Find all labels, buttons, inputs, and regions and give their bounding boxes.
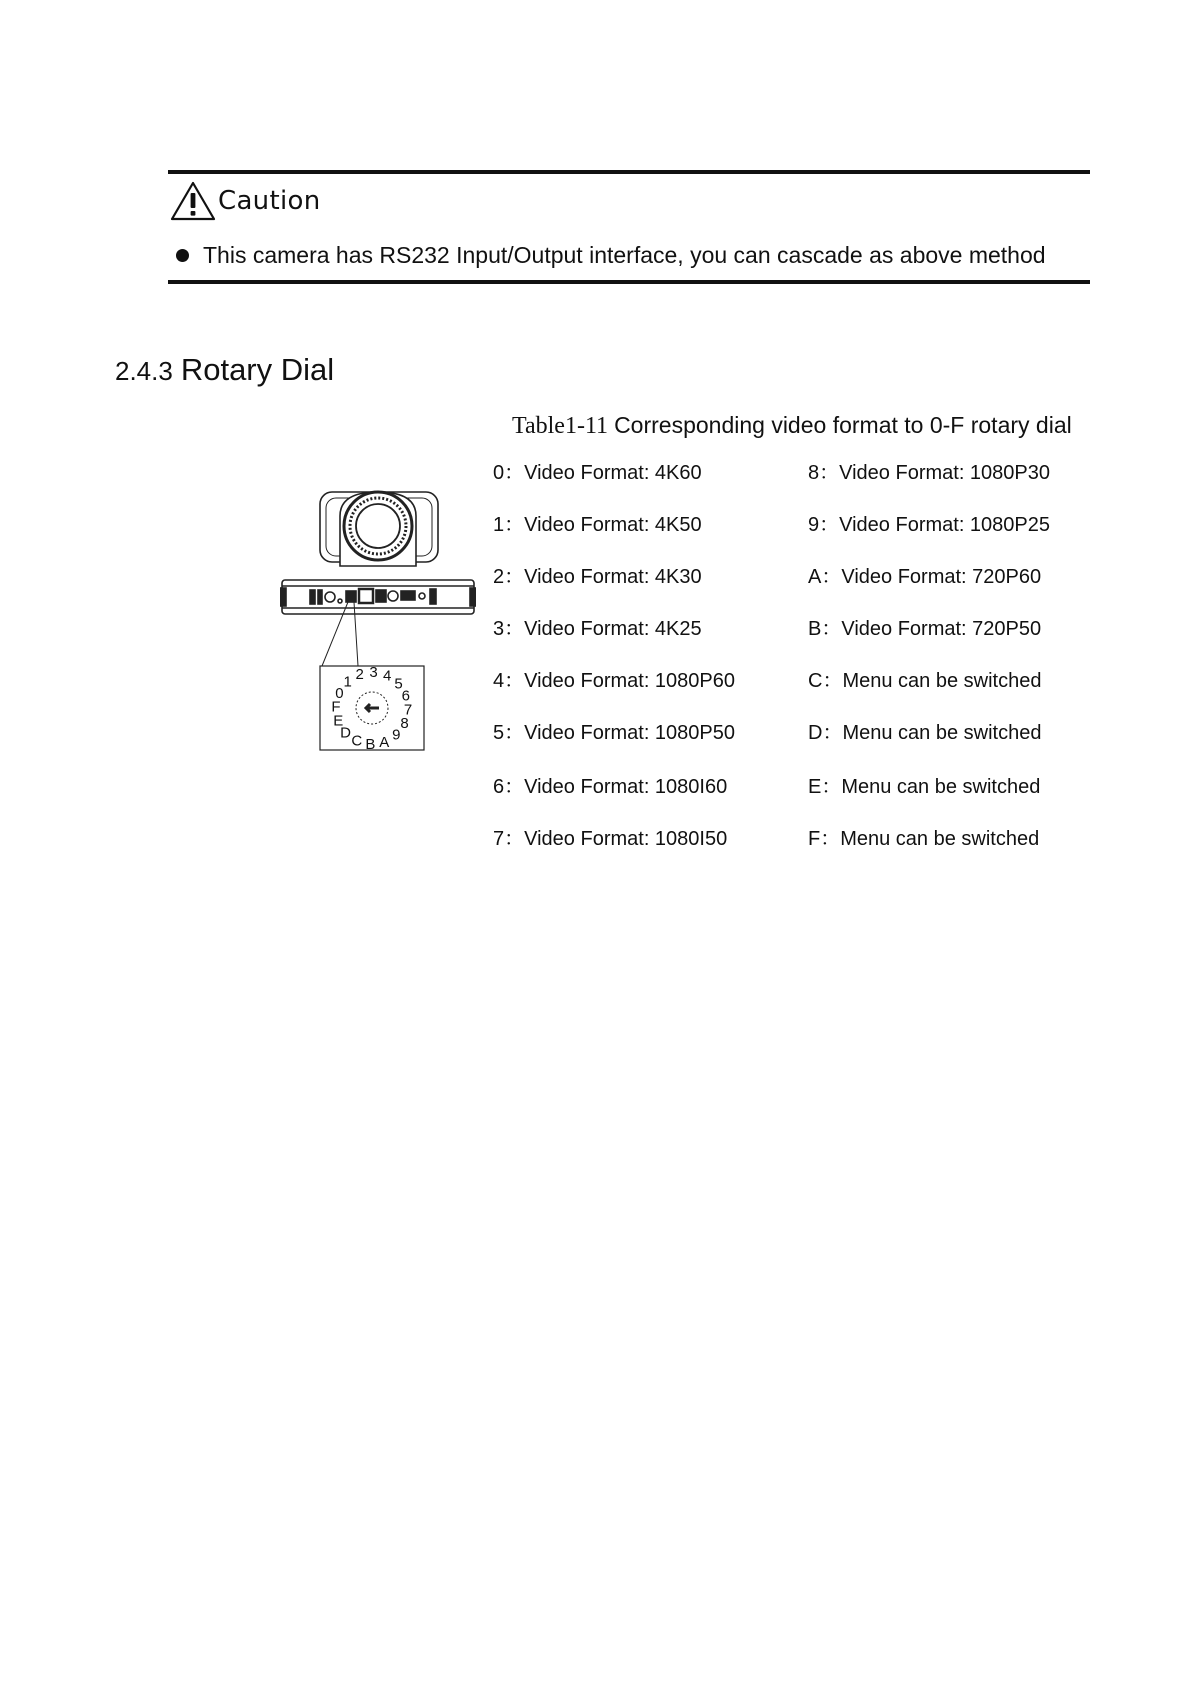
dial-entry	[493, 508, 702, 537]
caution-item	[176, 242, 1046, 269]
dial-entry	[493, 456, 702, 485]
dial-code: 0：	[493, 462, 525, 484]
dial-label: 1	[343, 673, 352, 691]
dial-code: 8：	[808, 462, 840, 484]
dial-label: 5	[394, 675, 403, 693]
dial-description: Video Format: 1080I60	[524, 776, 728, 798]
dial-entry	[808, 822, 1039, 851]
dial-code: 5：	[493, 722, 525, 744]
section-heading	[115, 352, 334, 388]
section-number: 2.4.3	[115, 356, 173, 386]
dial-label: B	[365, 736, 376, 752]
dial-entry	[493, 822, 727, 851]
dial-label: 8	[400, 715, 409, 733]
dial-description: Menu can be switched	[842, 670, 1042, 692]
dial-code: 9：	[808, 514, 840, 536]
dial-description: Video Format: 1080P30	[839, 462, 1051, 484]
dial-code: D：	[808, 722, 843, 744]
table-caption-label: Table1-11	[512, 413, 609, 439]
dial-entry	[493, 770, 727, 799]
caution-title: Caution	[218, 186, 321, 216]
dial-label: 0	[335, 684, 344, 702]
dial-description: Video Format: 720P60	[841, 566, 1042, 588]
dial-label: 7	[403, 701, 413, 719]
dial-label: 3	[369, 664, 378, 681]
dial-label: A	[379, 733, 390, 751]
dial-description: Video Format: 1080P60	[524, 670, 736, 692]
dial-entry	[493, 612, 702, 641]
dial-label: 2	[355, 666, 364, 684]
dial-entry	[493, 560, 702, 589]
dial-code: A：	[808, 566, 842, 588]
dial-code: 3：	[493, 618, 525, 640]
section-title: Rotary Dial	[180, 352, 335, 387]
dial-label: E	[333, 712, 344, 730]
dial-description: Video Format: 1080I50	[524, 828, 728, 850]
caution-item-text: This camera has RS232 Input/Output interface, you can cascade as above method	[203, 242, 1046, 268]
dial-description: Menu can be switched	[840, 828, 1040, 850]
dial-description: Video Format: 4K30	[524, 566, 702, 588]
dial-entry	[808, 664, 1041, 693]
camera-rotary-dial-figure	[280, 486, 476, 752]
dial-label: 6	[401, 687, 410, 705]
dial-label: F	[331, 698, 341, 716]
dial-code: 4：	[493, 670, 525, 692]
dial-description: Video Format: 4K60	[524, 462, 702, 484]
dial-code: F：	[808, 828, 841, 850]
dial-entry	[808, 716, 1041, 745]
dial-description: Video Format: 720P50	[841, 618, 1042, 640]
dial-label: 4	[383, 667, 392, 685]
dial-description: Video Format: 1080P25	[839, 514, 1051, 536]
dial-entry	[493, 716, 735, 745]
dial-code: 1：	[493, 514, 525, 536]
dial-entry	[808, 456, 1050, 485]
dial-entry	[808, 770, 1040, 799]
dial-entry	[493, 664, 735, 693]
dial-description: Video Format: 1080P50	[524, 722, 736, 744]
caution-header	[170, 180, 320, 222]
caution-box	[168, 170, 1090, 284]
bullet-icon	[176, 249, 189, 262]
dial-description: Video Format: 4K50	[524, 514, 702, 536]
dial-description: Menu can be switched	[841, 776, 1041, 798]
dial-description: Menu can be switched	[842, 722, 1042, 744]
dial-description: Video Format: 4K25	[524, 618, 702, 640]
dial-label: 9	[392, 726, 401, 744]
dial-entry	[808, 508, 1050, 537]
dial-entry	[808, 560, 1041, 589]
table-caption	[512, 412, 1072, 440]
warning-triangle-icon	[170, 181, 216, 221]
dial-code: 6：	[493, 776, 525, 798]
dial-code: C：	[808, 670, 843, 692]
camera-illustration	[280, 492, 476, 750]
dial-code: 2：	[493, 566, 525, 588]
dial-code: E：	[808, 776, 842, 798]
dial-entry	[808, 612, 1041, 641]
dial-label: D	[340, 724, 351, 742]
dial-code: B：	[808, 618, 842, 640]
table-caption-text: Corresponding video format to 0-F rotary dial	[614, 412, 1072, 438]
dial-code: 7：	[493, 828, 525, 850]
dial-label: C	[351, 732, 363, 750]
